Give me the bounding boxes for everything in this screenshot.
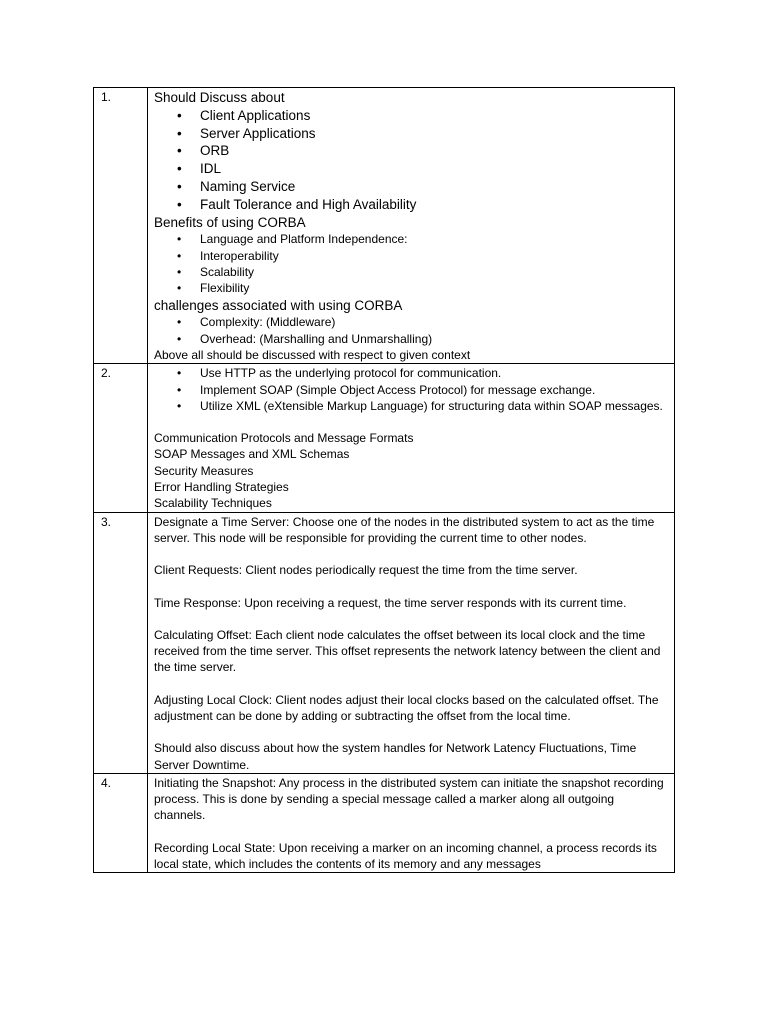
list-item: • Server Applications <box>200 125 668 143</box>
section-heading: Should Discuss about <box>154 90 285 105</box>
list-item: • Fault Tolerance and High Availability <box>200 196 668 214</box>
spacer <box>154 414 668 430</box>
spacer <box>154 611 668 627</box>
row-content-cell <box>148 512 675 773</box>
paragraph: Should also discuss about how the system handles for Network Latency Fluctuations, Time Server Downtime. <box>154 741 637 772</box>
list-item: • Use HTTP as the underlying protocol for communication. <box>200 365 668 381</box>
list-item: • Overhead: (Marshalling and Unmarshalling) <box>200 331 668 347</box>
list-item: • Interoperability <box>200 248 668 264</box>
row-number: 1. <box>101 90 112 104</box>
row-content-cell <box>148 88 675 364</box>
row-number: 2. <box>101 366 112 381</box>
row-number-cell <box>94 88 148 364</box>
list-item: • Implement SOAP (Simple Object Access Protocol) for message exchange. <box>200 382 668 398</box>
footer-note: Above all should be discussed with respect to given context <box>154 347 471 362</box>
row-number-cell <box>94 364 148 512</box>
list-item: • Utilize XML (eXtensible Markup Language) for structuring data within SOAP messages. <box>200 398 668 414</box>
row-number-cell <box>94 512 148 773</box>
spacer <box>154 579 668 595</box>
table-row <box>94 364 675 512</box>
list-item: • Naming Service <box>200 178 668 196</box>
section-heading: challenges associated with using CORBA <box>154 297 403 313</box>
list-item: • IDL <box>200 160 668 178</box>
list-item: • Flexibility <box>200 280 668 296</box>
list-item: • Complexity: (Middleware) <box>200 314 668 330</box>
table-row <box>94 512 675 773</box>
row-number-cell <box>94 773 148 872</box>
text-line: SOAP Messages and XML Schemas <box>154 447 350 462</box>
paragraph: Designate a Time Server: Choose one of the nodes in the distributed system to act as the time server. This node will be responsible for providing the current time to other nodes. <box>154 514 655 545</box>
text-line: Security Measures <box>154 463 254 478</box>
table-row <box>94 88 675 364</box>
spacer <box>154 724 668 740</box>
bullet-list <box>154 314 668 347</box>
section-heading: Benefits of using CORBA <box>154 214 306 230</box>
paragraph: Calculating Offset: Each client node calculates the offset between its local clock and the time received from the time server. This offset represents the network latency between the client and the time server. <box>154 627 661 675</box>
list-item: • Language and Platform Independence: <box>200 231 668 247</box>
paragraph: Initiating the Snapshot: Any process in the distributed system can initiate the snapshot recording process. This is done by sending a special message called a marker along all outgoing channels. <box>154 775 664 823</box>
spacer <box>154 676 668 692</box>
answer-table <box>93 87 675 873</box>
paragraph: Adjusting Local Clock: Client nodes adjust their local clocks based on the calculated offset. The adjustment can be done by adding or subtracting the offset from the local time. <box>154 692 659 723</box>
list-item: • ORB <box>200 142 668 160</box>
text-line: Error Handling Strategies <box>154 480 289 495</box>
paragraph: Time Response: Upon receiving a request, the time server responds with its current time. <box>154 595 627 610</box>
text-line: Communication Protocols and Message Formats <box>154 431 414 446</box>
table-row <box>94 773 675 872</box>
row-content-cell <box>148 773 675 872</box>
list-item: • Client Applications <box>200 107 668 125</box>
row-content-cell <box>148 364 675 512</box>
bullet-list <box>154 365 668 414</box>
list-item: • Scalability <box>200 264 668 280</box>
bullet-list <box>154 107 668 214</box>
spacer <box>154 546 668 562</box>
text-line: Scalability Techniques <box>154 496 272 511</box>
paragraph: Client Requests: Client nodes periodically request the time from the time server. <box>154 563 578 578</box>
paragraph: Recording Local State: Upon receiving a marker on an incoming channel, a process records its local state, which includes the contents of its memory and any messages <box>154 840 657 872</box>
row-number: 4. <box>101 775 112 790</box>
row-number: 3. <box>101 514 112 529</box>
spacer <box>154 824 668 840</box>
bullet-list <box>154 231 668 296</box>
